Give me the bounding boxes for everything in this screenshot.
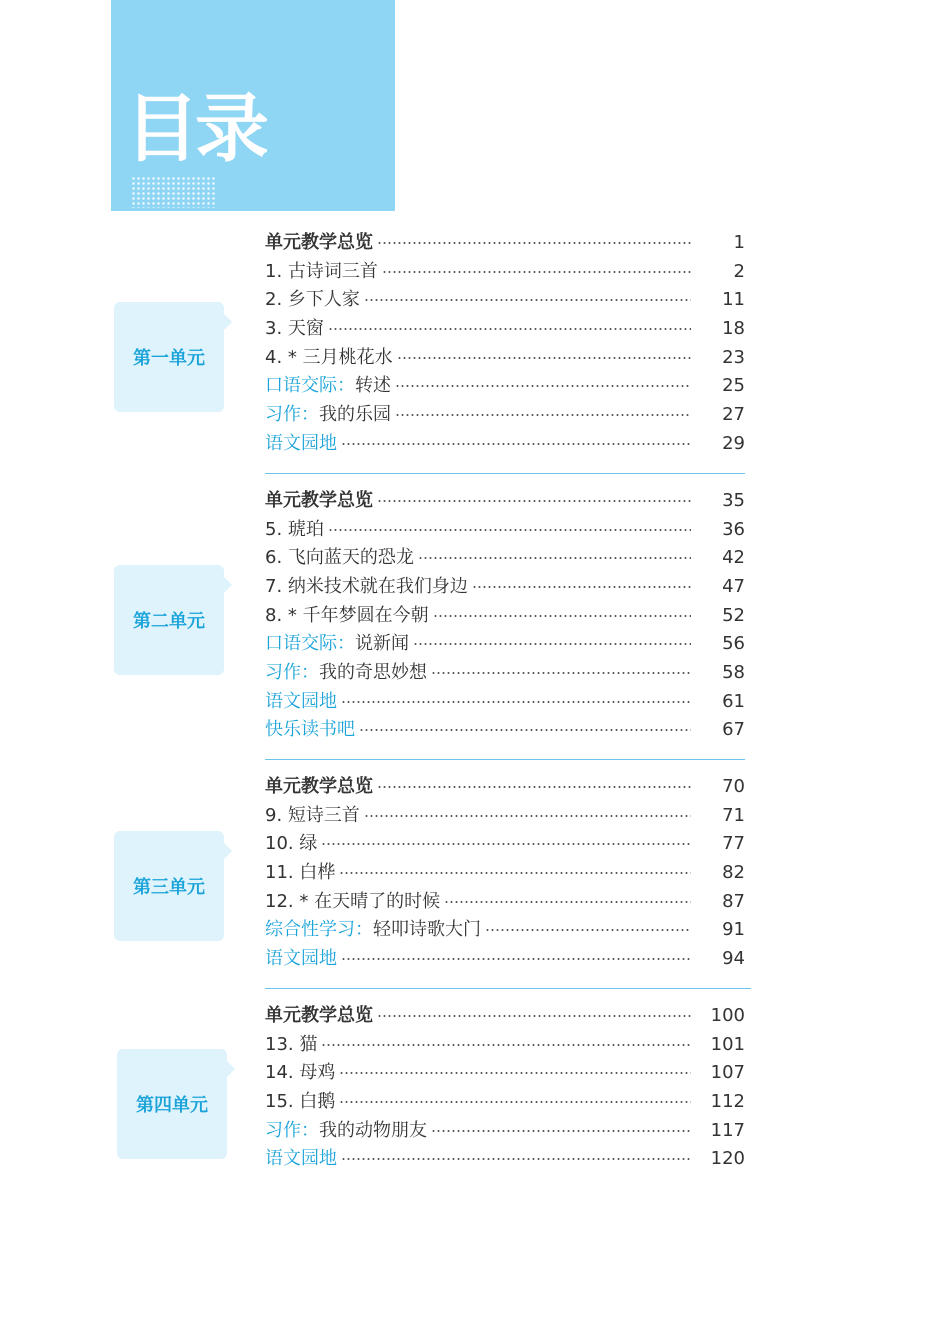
dot-leader — [339, 872, 691, 874]
toc-entry-title — [265, 689, 337, 715]
toc-entry[interactable] — [265, 1118, 745, 1144]
toc-entry-title — [265, 1060, 335, 1086]
toc-entry[interactable] — [265, 660, 745, 686]
toc-entry-text: 3. 天窗 — [265, 317, 324, 339]
toc-entry[interactable] — [265, 1060, 745, 1086]
toc-entry-title — [265, 774, 373, 800]
dot-leader — [359, 729, 691, 731]
toc-page-number: 82 — [722, 861, 745, 883]
dot-leader — [377, 500, 691, 502]
toc-page-number: 25 — [722, 375, 745, 397]
toc-page-number: 67 — [722, 719, 745, 741]
toc-entry-category: 口语交际： — [265, 633, 355, 655]
toc-entry-title — [265, 545, 414, 571]
toc-entry-title — [265, 717, 355, 743]
toc-page-number: 1 — [733, 232, 745, 253]
toc-entry[interactable] — [265, 603, 745, 629]
toc-entry-text: 说新闻 — [355, 633, 409, 655]
dot-leader — [321, 1044, 691, 1046]
toc-entry-title — [265, 230, 373, 256]
toc-entry-text: 我的动物朋友 — [319, 1119, 427, 1141]
dot-leader — [377, 1015, 691, 1017]
toc-page-number: 94 — [722, 947, 745, 969]
toc-entry-text: 10. 绿 — [265, 833, 318, 855]
dot-leader — [485, 929, 691, 931]
toc-entry[interactable] — [265, 1003, 745, 1029]
dot-leader — [431, 1130, 691, 1132]
toc-entry-title — [265, 917, 481, 943]
toc-entry-title — [265, 402, 391, 428]
toc-page-number: 70 — [722, 776, 745, 797]
toc-entry-text: 单元教学总览 — [265, 776, 373, 797]
toc-page-number: 112 — [710, 1090, 745, 1112]
toc-entry[interactable] — [265, 831, 745, 857]
toc-page-number: 18 — [722, 317, 745, 339]
toc-entry[interactable] — [265, 345, 745, 371]
toc-entry-category: 快乐读书吧 — [265, 719, 355, 741]
toc-entry-title — [265, 574, 468, 600]
toc-entry-title — [265, 946, 337, 972]
dot-leader — [339, 1101, 691, 1103]
toc-entry[interactable] — [265, 946, 745, 972]
dot-leader — [364, 299, 691, 301]
toc-entry-title — [265, 803, 360, 829]
toc-entry-title — [265, 889, 440, 915]
unit-badge — [114, 302, 224, 412]
toc-page-number: 47 — [722, 575, 745, 597]
toc-page-number: 77 — [722, 833, 745, 855]
toc-entry[interactable] — [265, 259, 745, 285]
dot-leader — [341, 958, 691, 960]
dot-leader — [395, 385, 691, 387]
toc-entry-title — [265, 660, 427, 686]
dot-leader — [377, 242, 691, 244]
toc-entry[interactable] — [265, 287, 745, 313]
toc-entry[interactable] — [265, 860, 745, 886]
toc-page-number: 29 — [722, 432, 745, 454]
dot-pattern-decoration — [131, 176, 217, 208]
toc-entry[interactable] — [265, 1089, 745, 1115]
toc-entry[interactable] — [265, 230, 745, 256]
dot-leader — [397, 357, 691, 359]
toc-entry-title — [265, 860, 335, 886]
unit-badge — [117, 1049, 227, 1159]
toc-entry-text: 我的奇思妙想 — [319, 661, 427, 683]
dot-leader — [418, 557, 691, 559]
toc-entry[interactable] — [265, 488, 745, 514]
toc-entry-text: 4. * 三月桃花水 — [265, 346, 393, 368]
toc-entry-text: 1. 古诗词三首 — [265, 260, 378, 282]
toc-entry-title — [265, 603, 429, 629]
toc-entry-text: 7. 纳米技术就在我们身边 — [265, 575, 468, 597]
toc-entry-text: 9. 短诗三首 — [265, 804, 360, 826]
toc-entry-category: 习作： — [265, 1119, 319, 1141]
toc-entry-title — [265, 316, 324, 342]
toc-entry[interactable] — [265, 517, 745, 543]
dot-leader — [472, 586, 691, 588]
dot-leader — [382, 271, 691, 273]
dot-leader — [364, 815, 691, 817]
dot-leader — [328, 529, 691, 531]
toc-entry-category: 语文园地 — [265, 432, 337, 454]
toc-entry-title — [265, 287, 360, 313]
toc-entry[interactable] — [265, 803, 745, 829]
dot-leader — [328, 328, 691, 330]
toc-entry-title — [265, 1032, 317, 1058]
toc-page-number: 71 — [722, 804, 745, 826]
toc-entry[interactable] — [265, 1146, 745, 1172]
toc-entry-text: 13. 猫 — [265, 1033, 318, 1055]
dot-leader — [321, 843, 691, 845]
unit-badge — [114, 831, 224, 941]
toc-page-number: 36 — [722, 518, 745, 540]
toc-entry[interactable] — [265, 1032, 745, 1058]
toc-entry-title — [265, 831, 317, 857]
toc-entry-category: 口语交际： — [265, 375, 355, 397]
toc-entry-title — [265, 345, 393, 371]
toc-entry-category: 语文园地 — [265, 1148, 337, 1170]
toc-entry-text: 15. 白鹅 — [265, 1090, 336, 1112]
dot-leader — [433, 615, 691, 617]
toc-entry-category: 综合性学习： — [265, 919, 373, 941]
toc-entry-text: 8. * 千年梦圆在今朝 — [265, 604, 429, 626]
toc-page-number: 35 — [722, 490, 745, 511]
toc-entry-title — [265, 259, 378, 285]
toc-entry-text: 11. 白桦 — [265, 861, 336, 883]
dot-leader — [341, 1158, 691, 1160]
toc-entry-text: 轻叩诗歌大门 — [373, 919, 481, 941]
toc-entry-text: 6. 飞向蓝天的恐龙 — [265, 547, 414, 569]
unit-divider — [265, 473, 745, 474]
dot-leader — [444, 901, 691, 903]
toc-page-number: 56 — [722, 633, 745, 655]
dot-leader — [341, 701, 691, 703]
toc-page-number: 61 — [722, 690, 745, 712]
toc-entry[interactable] — [265, 917, 745, 943]
toc-entry[interactable] — [265, 373, 745, 399]
toc-entry-title — [265, 517, 324, 543]
unit-label: 第二单元 — [133, 611, 205, 632]
toc-entry-text: 14. 母鸡 — [265, 1062, 336, 1084]
toc-entry-title — [265, 631, 409, 657]
toc-entry[interactable] — [265, 774, 745, 800]
dot-leader — [431, 672, 691, 674]
toc-page-number: 117 — [710, 1119, 745, 1141]
toc-page-number: 58 — [722, 661, 745, 683]
dot-leader — [339, 1072, 691, 1074]
toc-page-number: 120 — [710, 1148, 745, 1170]
toc-entry[interactable] — [265, 717, 745, 743]
toc-page-number: 52 — [722, 604, 745, 626]
toc-entry-text: 单元教学总览 — [265, 1005, 373, 1026]
toc-entry[interactable] — [265, 889, 745, 915]
toc-page-number: 23 — [722, 346, 745, 368]
toc-entry-title — [265, 431, 337, 457]
toc-page-number: 91 — [722, 919, 745, 941]
unit-divider — [265, 988, 751, 989]
toc-page-number: 27 — [722, 403, 745, 425]
toc-entry-text: 5. 琥珀 — [265, 518, 324, 540]
toc-entry[interactable] — [265, 316, 745, 342]
toc-entry-title — [265, 1146, 337, 1172]
toc-entry-category: 语文园地 — [265, 947, 337, 969]
unit-label: 第一单元 — [133, 348, 205, 369]
toc-entry[interactable] — [265, 689, 745, 715]
toc-entry-text: 我的乐园 — [319, 403, 391, 425]
toc-entry[interactable] — [265, 545, 745, 571]
toc-entry[interactable] — [265, 431, 745, 457]
unit-divider — [265, 759, 745, 760]
toc-entry[interactable] — [265, 402, 745, 428]
toc-entry[interactable] — [265, 574, 745, 600]
dot-leader — [395, 414, 691, 416]
toc-page-number: 107 — [710, 1062, 745, 1084]
toc-entry[interactable] — [265, 631, 745, 657]
unit-label: 第三单元 — [133, 877, 205, 898]
toc-entry-title — [265, 373, 391, 399]
toc-page-number: 87 — [722, 890, 745, 912]
toc-page-number: 101 — [710, 1033, 745, 1055]
toc-entry-title — [265, 1118, 427, 1144]
toc-page-number: 100 — [710, 1005, 745, 1026]
header-block — [111, 0, 395, 211]
toc-entry-title — [265, 488, 373, 514]
toc-entry-text: 转述 — [355, 375, 391, 397]
dot-leader — [413, 643, 691, 645]
toc-entry-text: 12. * 在天晴了的时候 — [265, 890, 441, 912]
unit-label: 第四单元 — [136, 1095, 208, 1116]
toc-entry-text: 2. 乡下人家 — [265, 289, 360, 311]
toc-entry-category: 习作： — [265, 403, 319, 425]
toc-entry-title — [265, 1003, 373, 1029]
unit-badge — [114, 565, 224, 675]
toc-page-number: 2 — [733, 260, 745, 282]
toc-entry-category: 语文园地 — [265, 690, 337, 712]
toc-page-number: 42 — [722, 547, 745, 569]
page-title: 目录 — [125, 86, 265, 172]
toc-entry-text: 单元教学总览 — [265, 490, 373, 511]
toc-entry-category: 习作： — [265, 661, 319, 683]
toc-page-number: 11 — [722, 289, 745, 311]
dot-leader — [341, 443, 691, 445]
dot-leader — [377, 786, 691, 788]
toc-entry-text: 单元教学总览 — [265, 232, 373, 253]
toc-entry-title — [265, 1089, 335, 1115]
